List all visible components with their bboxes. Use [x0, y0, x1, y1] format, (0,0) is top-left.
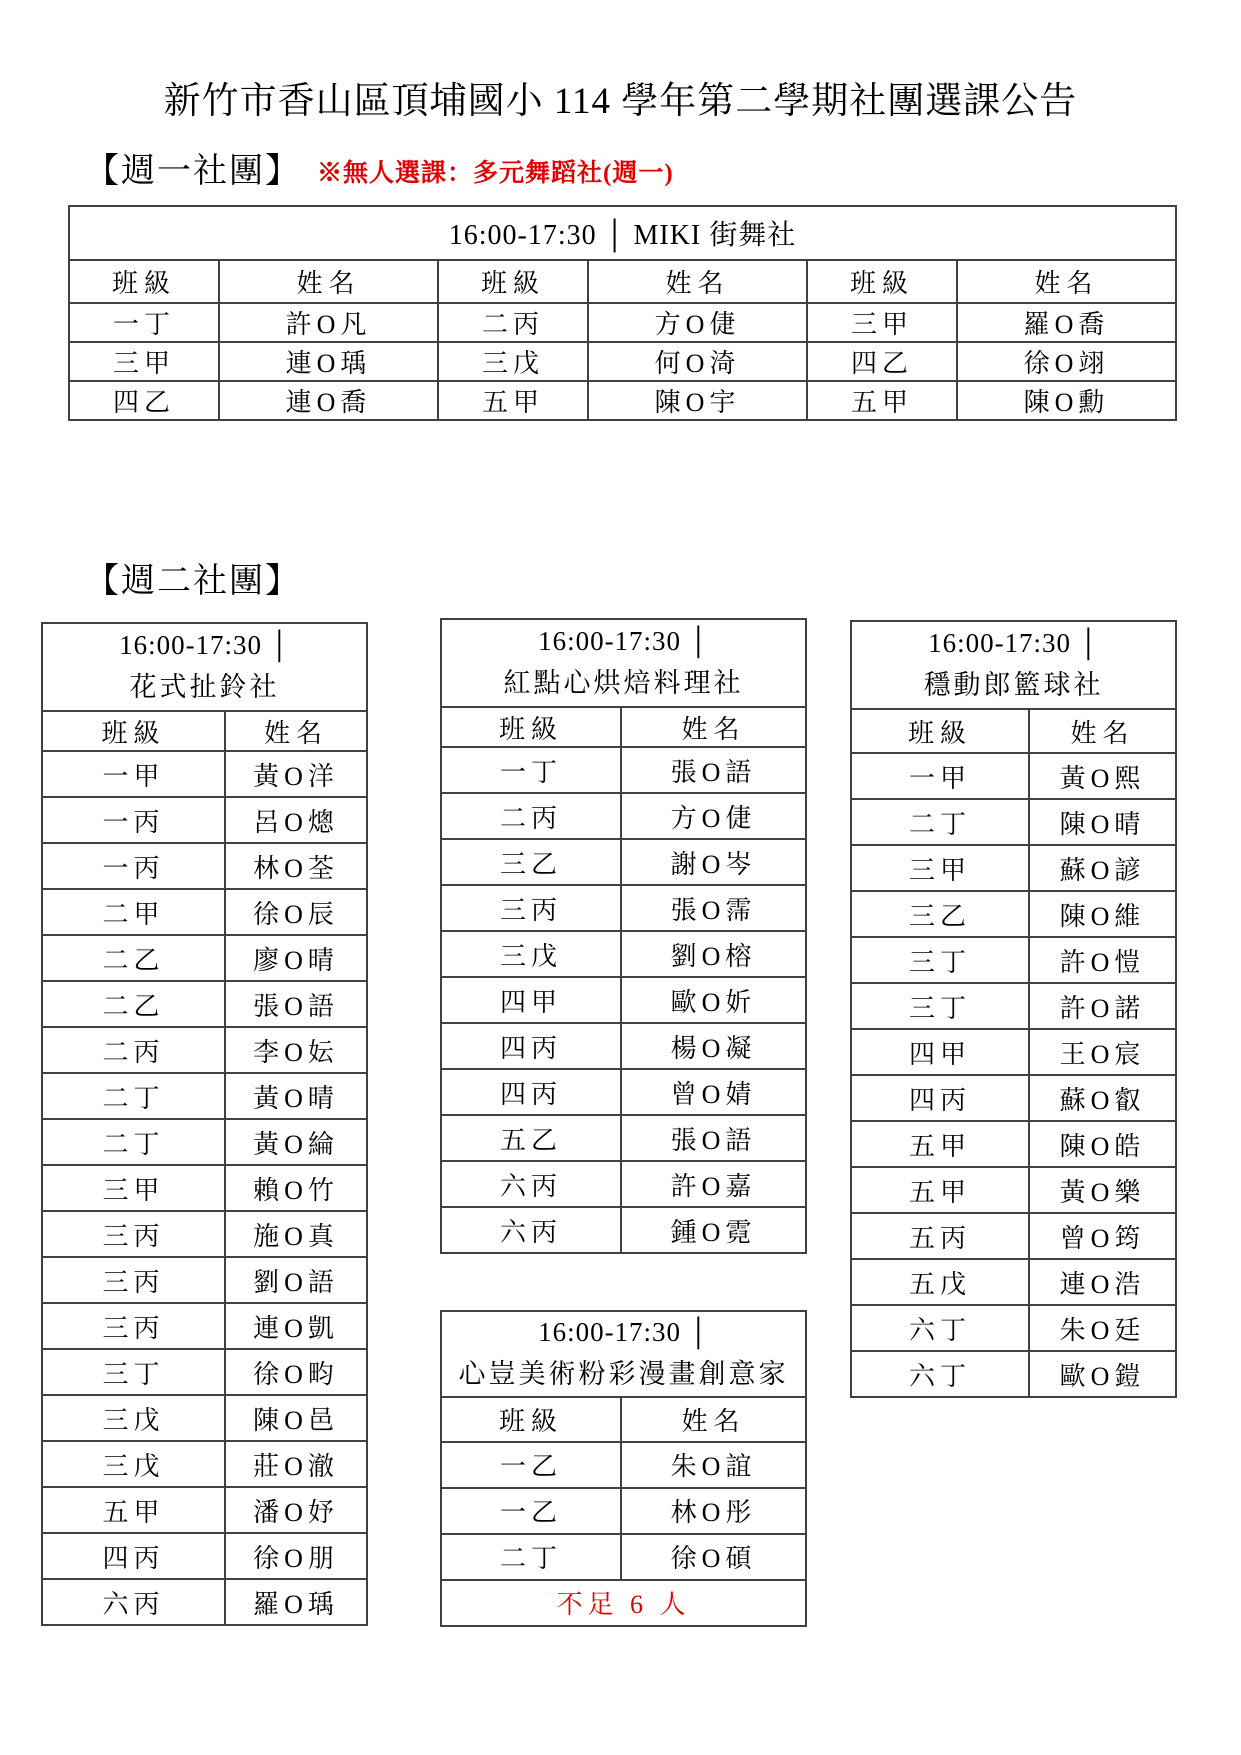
student-row — [851, 891, 1176, 937]
name-cell: 何O渏 — [588, 342, 807, 381]
class-cell: 四丙 — [441, 1069, 621, 1115]
class-cell: 五甲 — [851, 1167, 1029, 1213]
student-row — [42, 1211, 367, 1257]
club-table — [68, 205, 1177, 421]
name-cell: 徐O朋 — [225, 1533, 367, 1579]
name-cell: 黃O熙 — [1029, 753, 1176, 799]
class-cell: 六丙 — [42, 1579, 225, 1625]
class-cell: 三戊 — [42, 1441, 225, 1487]
name-cell: 朱O誼 — [621, 1442, 806, 1488]
monday-section-header — [85, 143, 674, 192]
student-row — [441, 1207, 806, 1253]
name-cell: 劉O榕 — [621, 931, 806, 977]
class-cell: 二丁 — [42, 1119, 225, 1165]
name-cell: 陳O邑 — [225, 1395, 367, 1441]
class-cell: 一丙 — [42, 843, 225, 889]
name-cell: 張O語 — [225, 981, 367, 1027]
student-row — [42, 1349, 367, 1395]
column-header: 班級 — [438, 260, 588, 303]
column-header: 班級 — [69, 260, 219, 303]
class-cell: 六丁 — [851, 1305, 1029, 1351]
name-cell: 劉O語 — [225, 1257, 367, 1303]
name-cell: 黃O晴 — [225, 1073, 367, 1119]
student-row — [441, 977, 806, 1023]
club-table — [440, 618, 807, 1254]
monday-heading: 【週一社團】 — [85, 153, 301, 190]
column-header: 姓名 — [957, 260, 1176, 303]
student-row — [42, 1533, 367, 1579]
student-row — [441, 1115, 806, 1161]
name-cell: 許O嘉 — [621, 1161, 806, 1207]
name-cell: 陳O皓 — [1029, 1121, 1176, 1167]
column-header: 姓名 — [588, 260, 807, 303]
class-cell: 三戊 — [438, 342, 588, 381]
student-row — [69, 381, 1176, 420]
student-row — [851, 799, 1176, 845]
class-cell: 六丙 — [441, 1161, 621, 1207]
class-cell: 二丁 — [42, 1073, 225, 1119]
name-cell: 方O倢 — [621, 793, 806, 839]
club-name: 花式扯鈴社 — [129, 672, 280, 702]
club-schedule-header: 16:00-17:30 │ MIKI 街舞社 — [69, 206, 1176, 260]
club-schedule-header — [851, 621, 1176, 709]
name-cell: 許O諾 — [1029, 983, 1176, 1029]
name-cell: 連O喬 — [219, 381, 438, 420]
class-cell: 三乙 — [851, 891, 1029, 937]
class-cell: 三丙 — [42, 1303, 225, 1349]
name-cell: 李O妘 — [225, 1027, 367, 1073]
name-cell: 歐O鎧 — [1029, 1351, 1176, 1397]
class-cell: 五甲 — [42, 1487, 225, 1533]
name-cell: 呂O熜 — [225, 797, 367, 843]
student-row — [851, 753, 1176, 799]
class-cell: 四甲 — [851, 1029, 1029, 1075]
time-range: 16:00-17:30 │ — [538, 626, 709, 657]
name-cell: 潘O妤 — [225, 1487, 367, 1533]
club-schedule-header — [441, 1311, 806, 1397]
club-name: 穩動郎籃球社 — [923, 670, 1104, 700]
name-cell: 曾O筠 — [1029, 1213, 1176, 1259]
student-row — [441, 931, 806, 977]
class-cell: 二丙 — [438, 303, 588, 342]
student-row — [42, 981, 367, 1027]
class-cell: 四乙 — [807, 342, 957, 381]
column-header: 姓名 — [219, 260, 438, 303]
class-cell: 四丙 — [42, 1533, 225, 1579]
student-row — [42, 797, 367, 843]
student-row — [42, 889, 367, 935]
name-cell: 施O真 — [225, 1211, 367, 1257]
name-cell: 莊O澈 — [225, 1441, 367, 1487]
name-cell: 王O宸 — [1029, 1029, 1176, 1075]
class-cell: 五甲 — [807, 381, 957, 420]
time-range: 16:00-17:30 │ — [928, 628, 1099, 659]
class-cell: 五丙 — [851, 1213, 1029, 1259]
name-cell: 楊O凝 — [621, 1023, 806, 1069]
student-row — [42, 1441, 367, 1487]
club-name: 紅點心烘焙料理社 — [503, 668, 744, 698]
name-cell: 廖O晴 — [225, 935, 367, 981]
name-cell: 陳O晴 — [1029, 799, 1176, 845]
class-cell: 五乙 — [441, 1115, 621, 1161]
class-cell: 三丙 — [441, 885, 621, 931]
student-row — [69, 342, 1176, 381]
class-cell: 三乙 — [441, 839, 621, 885]
club-table — [440, 1310, 807, 1627]
class-cell: 一甲 — [851, 753, 1029, 799]
class-cell: 三戊 — [42, 1395, 225, 1441]
class-cell: 四丙 — [441, 1023, 621, 1069]
class-cell: 四丙 — [851, 1075, 1029, 1121]
diabolo-club-table — [41, 622, 366, 1626]
name-cell: 曾O婧 — [621, 1069, 806, 1115]
tuesday-heading: 【週二社團】 — [85, 563, 301, 600]
club-name: 心豈美術粉彩漫畫創意家 — [458, 1358, 789, 1389]
column-header-row — [69, 260, 1176, 303]
class-cell: 一丁 — [441, 747, 621, 793]
name-cell: 徐O碩 — [621, 1534, 806, 1580]
column-header-row — [441, 1397, 806, 1442]
class-cell: 二丁 — [441, 1534, 621, 1580]
page-title: 新竹市香山區頂埔國小 114 學年第二學期社團選課公告 — [163, 81, 1078, 122]
class-cell: 六丙 — [441, 1207, 621, 1253]
name-cell: 蘇O諺 — [1029, 845, 1176, 891]
class-cell: 五甲 — [438, 381, 588, 420]
student-row — [851, 1029, 1176, 1075]
column-header: 班級 — [441, 707, 621, 747]
student-row — [42, 1487, 367, 1533]
student-row — [851, 983, 1176, 1029]
column-header: 班級 — [807, 260, 957, 303]
student-row — [441, 793, 806, 839]
class-cell: 二乙 — [42, 935, 225, 981]
name-cell: 賴O竹 — [225, 1165, 367, 1211]
name-cell: 黃O樂 — [1029, 1167, 1176, 1213]
monday-club-table — [68, 205, 1175, 421]
class-cell: 四甲 — [441, 977, 621, 1023]
column-header: 姓名 — [225, 711, 367, 751]
name-cell: 連O瑀 — [219, 342, 438, 381]
class-cell: 二甲 — [42, 889, 225, 935]
column-header: 姓名 — [621, 1397, 806, 1442]
student-row — [851, 1167, 1176, 1213]
student-row — [851, 1121, 1176, 1167]
basketball-club-table — [850, 620, 1175, 1398]
class-cell: 一乙 — [441, 1488, 621, 1534]
student-row — [851, 1351, 1176, 1397]
name-cell: 張O語 — [621, 1115, 806, 1161]
student-row — [42, 1027, 367, 1073]
student-row — [851, 1259, 1176, 1305]
class-cell: 一乙 — [441, 1442, 621, 1488]
student-row — [441, 1534, 806, 1580]
name-cell: 徐O辰 — [225, 889, 367, 935]
art-club-table — [440, 1310, 805, 1627]
name-cell: 朱O廷 — [1029, 1305, 1176, 1351]
class-cell: 一丙 — [42, 797, 225, 843]
name-cell: 陳O勳 — [957, 381, 1176, 420]
column-header: 班級 — [851, 709, 1029, 753]
class-cell: 三甲 — [42, 1165, 225, 1211]
student-row — [42, 1073, 367, 1119]
name-cell: 陳O維 — [1029, 891, 1176, 937]
student-row — [441, 747, 806, 793]
class-cell: 六丁 — [851, 1351, 1029, 1397]
column-header: 姓名 — [1029, 709, 1176, 753]
name-cell: 林O彤 — [621, 1488, 806, 1534]
column-header: 班級 — [441, 1397, 621, 1442]
student-row — [42, 1165, 367, 1211]
column-header-row — [851, 709, 1176, 753]
student-row — [42, 1395, 367, 1441]
name-cell: 許O愷 — [1029, 937, 1176, 983]
name-cell: 謝O岑 — [621, 839, 806, 885]
student-row — [851, 1305, 1176, 1351]
insufficient-count-note: 不足 6 人 — [441, 1580, 806, 1626]
tuesday-section-header — [85, 553, 301, 602]
class-cell: 二丙 — [42, 1027, 225, 1073]
club-schedule-header — [441, 619, 806, 707]
student-row — [42, 1579, 367, 1625]
class-cell: 一甲 — [42, 751, 225, 797]
no-enrollment-note: ※無人選課：多元舞蹈社(週一) — [317, 159, 674, 187]
club-table — [41, 622, 368, 1626]
student-row — [441, 1488, 806, 1534]
name-cell: 林O荃 — [225, 843, 367, 889]
name-cell: 蘇O叡 — [1029, 1075, 1176, 1121]
name-cell: 黃O綸 — [225, 1119, 367, 1165]
student-row — [851, 1075, 1176, 1121]
class-cell: 一丁 — [69, 303, 219, 342]
name-cell: 鍾O霓 — [621, 1207, 806, 1253]
name-cell: 黃O洋 — [225, 751, 367, 797]
student-row — [851, 1213, 1176, 1259]
name-cell: 羅O瑀 — [225, 1579, 367, 1625]
class-cell: 二丙 — [441, 793, 621, 839]
name-cell: 張O語 — [621, 747, 806, 793]
student-row — [441, 885, 806, 931]
student-row — [851, 937, 1176, 983]
student-row — [42, 1303, 367, 1349]
name-cell: 連O凱 — [225, 1303, 367, 1349]
class-cell: 三丙 — [42, 1211, 225, 1257]
club-table — [850, 620, 1177, 1398]
name-cell: 許O凡 — [219, 303, 438, 342]
time-range: 16:00-17:30 │ — [119, 630, 290, 661]
name-cell: 徐O翊 — [957, 342, 1176, 381]
name-cell: 羅O喬 — [957, 303, 1176, 342]
class-cell: 四乙 — [69, 381, 219, 420]
student-row — [42, 1257, 367, 1303]
student-row — [42, 1119, 367, 1165]
column-header: 班級 — [42, 711, 225, 751]
name-cell: 張O霈 — [621, 885, 806, 931]
class-cell: 五甲 — [851, 1121, 1029, 1167]
class-cell: 二乙 — [42, 981, 225, 1027]
class-cell: 三丁 — [42, 1349, 225, 1395]
student-row — [441, 1442, 806, 1488]
class-cell: 三甲 — [69, 342, 219, 381]
club-schedule-header — [42, 623, 367, 711]
class-cell: 三甲 — [851, 845, 1029, 891]
name-cell: 歐O妡 — [621, 977, 806, 1023]
name-cell: 陳O宇 — [588, 381, 807, 420]
student-row — [441, 839, 806, 885]
class-cell: 二丁 — [851, 799, 1029, 845]
student-row — [441, 1069, 806, 1115]
class-cell: 三丁 — [851, 983, 1029, 1029]
column-header-row — [441, 707, 806, 747]
class-cell: 三戊 — [441, 931, 621, 977]
class-cell: 五戊 — [851, 1259, 1029, 1305]
student-row — [42, 843, 367, 889]
student-row — [42, 751, 367, 797]
baking-club-table — [440, 618, 805, 1254]
class-cell: 三甲 — [807, 303, 957, 342]
name-cell: 方O倢 — [588, 303, 807, 342]
column-header-row — [42, 711, 367, 751]
student-row — [851, 845, 1176, 891]
student-row — [69, 303, 1176, 342]
column-header: 姓名 — [621, 707, 806, 747]
class-cell: 三丁 — [851, 937, 1029, 983]
name-cell: 連O浩 — [1029, 1259, 1176, 1305]
student-row — [441, 1161, 806, 1207]
time-range: 16:00-17:30 │ — [538, 1317, 709, 1347]
class-cell: 三丙 — [42, 1257, 225, 1303]
student-row — [42, 935, 367, 981]
name-cell: 徐O畇 — [225, 1349, 367, 1395]
student-row — [441, 1023, 806, 1069]
